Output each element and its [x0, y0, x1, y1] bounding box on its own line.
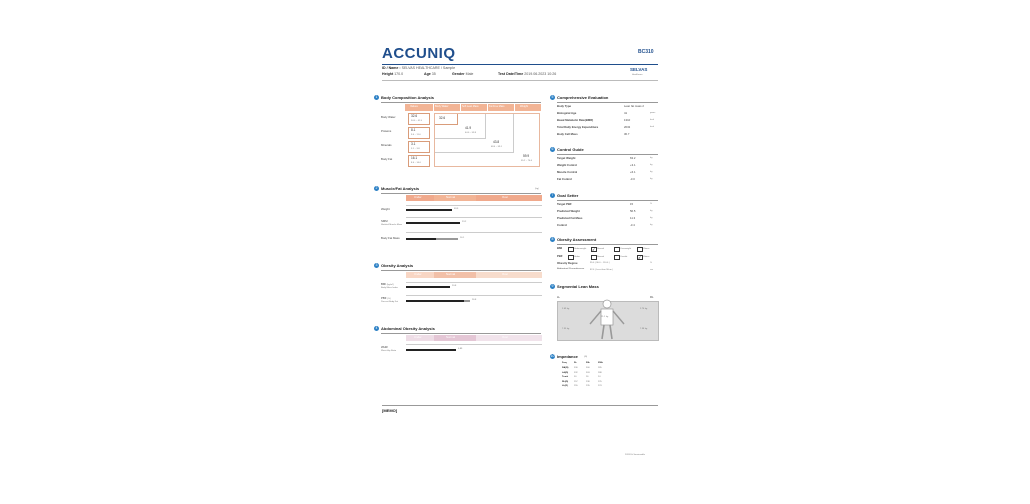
section-1-badge: 1 — [375, 95, 378, 99]
cg-row-label: Muscle Control — [557, 170, 578, 174]
section-7-badge: 7 — [551, 193, 554, 197]
bmi-checkbox: ✓ — [592, 247, 596, 252]
comp-row-value: 2032 — [624, 125, 631, 129]
checkbox-label: Normal — [597, 255, 605, 258]
whr-value: 0.89 — [458, 348, 463, 350]
gs-row-unit: kg — [650, 217, 653, 219]
value-body-water-total: 32.6 — [439, 116, 446, 120]
value-body-fat: 16.1 — [411, 156, 418, 160]
model-name: BC310 — [638, 49, 654, 55]
range-body-water: 34.0 ~ 41.5 — [411, 120, 423, 122]
checkbox-label: Underweight — [574, 247, 587, 250]
comp-row-unit: years — [650, 112, 656, 114]
cg-row-value: -3.0 — [630, 177, 635, 181]
ob-band-over-label: Over — [502, 272, 509, 276]
mf-fat-bar-ext — [436, 238, 458, 240]
impedance-cell: Trunk — [562, 376, 568, 378]
impedance-header: Freq — [562, 362, 567, 364]
control-guide-title: Control Guide — [557, 147, 584, 152]
mf-grid-1 — [406, 205, 542, 206]
impedance-header: 50k — [586, 362, 590, 364]
ab-grid — [406, 344, 542, 345]
comp-row-value: 1310 — [624, 118, 631, 122]
section-6-rule — [557, 154, 658, 155]
section-7-rule — [557, 200, 658, 201]
gs-row-label: Predicted Fat Mass — [557, 216, 583, 220]
row-proteins-label: Proteins — [381, 129, 392, 133]
comp-row-label: Biological Age — [557, 111, 577, 115]
mf-smm-label: SMM — [381, 219, 388, 223]
mf-smm-value: 23.2 — [462, 221, 467, 223]
impedance-title: Impedance — [557, 354, 578, 359]
oa-abdominal-label: Abdominal Circumference — [557, 268, 585, 270]
mf-fat-value: 16.1 — [460, 237, 465, 239]
accuniq-logo: ACCUNIQ — [382, 45, 456, 62]
gs-row-value: 15 — [630, 202, 634, 206]
impedance-cell: 288 — [598, 371, 602, 374]
cg-row-label: Weight Control — [557, 163, 577, 167]
comp-row-value: 30.7 — [624, 132, 630, 136]
seg-left-leg: 7.35 kg — [562, 328, 570, 330]
comp-row-unit: kcal — [650, 119, 654, 121]
gs-row-label: Control — [557, 223, 567, 227]
cg-row-value: +6.1 — [630, 170, 636, 174]
memo-rule — [382, 405, 658, 406]
band-under-label: Under — [414, 195, 422, 199]
gender-field: Gender Male — [452, 72, 474, 76]
ob-band-over — [476, 272, 542, 278]
mf-weight-label: Weight — [381, 207, 390, 211]
section-5-rule — [557, 102, 658, 103]
impedance-header: 5k — [574, 362, 577, 364]
ab-band-over — [476, 335, 542, 341]
band-over-label: Over — [502, 195, 509, 199]
gs-row-unit: kg — [650, 224, 653, 226]
value-proteins: 8.1 — [411, 128, 416, 132]
oa-degree-unit: % — [650, 262, 652, 264]
bmi-bar — [406, 286, 450, 288]
comp-row-label: Total Daily Energy Expenditure — [557, 125, 599, 129]
impedance-cell: 332 — [574, 371, 578, 374]
segmental-title: Segmental Lean Mass — [557, 284, 599, 289]
mf-weight-bar — [406, 209, 452, 211]
impedance-cell: 238 — [586, 380, 590, 383]
header-rule-2 — [382, 80, 658, 81]
checkbox-label: Normal — [597, 247, 605, 250]
value-weight: 59.9 — [523, 154, 530, 158]
section-5-badge: 5 — [551, 95, 554, 99]
datetime-field: Test Date/Time 2019.06.2023 10:26 — [498, 72, 557, 76]
ob-band-normal-label: Normal — [446, 272, 456, 276]
value-fat-free: 43.8 — [493, 140, 500, 144]
mf-fat-bar — [406, 238, 436, 240]
pbf-bar — [406, 300, 464, 302]
comp-row-value: 41 — [624, 111, 628, 115]
mf-smm-sub: Skeletal Muscle Mass — [381, 224, 403, 226]
footer-text: 2019 Fit Serviceable — [625, 454, 645, 456]
oa-abdominal-unit: cm — [650, 269, 653, 271]
col-body-water-label: Body Water — [435, 105, 449, 108]
row-body-fat-label: Body Fat — [381, 157, 393, 161]
cell-minerals — [408, 141, 430, 153]
col-soft-lean-label: Soft Lean Mass — [462, 105, 479, 108]
impedance-cell: 235 — [586, 385, 590, 387]
mf-weight-value: 59.9 — [454, 208, 459, 210]
gs-row-label: Predicted Weight — [557, 209, 580, 213]
row-minerals-label: Minerals — [381, 143, 392, 147]
impedance-header: 250k — [598, 362, 603, 364]
ob-band-under-label: Under — [414, 272, 422, 276]
section-2-badge: 2 — [375, 186, 378, 190]
gs-row-value: 56.5 — [630, 209, 636, 213]
seg-right-label: RL — [650, 295, 654, 299]
band-normal-label: Normal — [446, 195, 456, 199]
checkbox-label: Under — [574, 255, 580, 258]
impedance-cell: 223 — [598, 385, 602, 387]
obesity-assessment-title: Obesity Assessment — [557, 237, 597, 242]
range-weight: 55.2 ~ 74.6 — [521, 160, 533, 162]
oa-pbf-label: PBF — [557, 254, 563, 258]
id-row: ID / Name : SELVAS HEALTHCARE / Sample — [382, 66, 456, 70]
checkbox-label: Obese — [643, 255, 650, 258]
impedance-cell: 225 — [598, 380, 602, 383]
comp-row-label: Basal Metabolic Rate(BMR) — [557, 118, 594, 122]
gs-row-label: Target PBF — [557, 202, 572, 206]
section-10-badge: 10 — [550, 354, 555, 358]
impedance-cell: 300 — [586, 367, 590, 369]
ob-grid-1 — [406, 282, 542, 283]
cg-row-unit: kg — [650, 164, 653, 166]
body-figure-icon — [582, 298, 632, 340]
impedance-cell: 30 — [574, 376, 577, 378]
cell-body-water — [408, 113, 430, 125]
gs-row-value: 11.3 — [630, 216, 636, 220]
impedance-cell: 255 — [574, 385, 578, 387]
pbf-checkbox: ✓ — [638, 255, 642, 260]
gs-row-value: -3.4 — [630, 223, 635, 227]
oa-abdominal-value: 82.0 ( Less than 90cm ) — [590, 269, 613, 271]
comp-row-value: Lean fat mass 2 — [624, 104, 644, 108]
ob-grid-2 — [406, 295, 542, 296]
impedance-cell: RA(Ω) — [562, 367, 569, 369]
cell-body-fat — [408, 155, 430, 167]
section-3-badge: 3 — [375, 263, 378, 267]
section-4-badge: 4 — [375, 326, 378, 330]
ab-band-under-label: Under — [414, 335, 422, 339]
pbf-value: 26.8 — [472, 299, 477, 301]
cg-row-unit: kg — [650, 178, 653, 180]
bmi-label: BMI (kg/m²) — [381, 282, 394, 286]
bmi-sub: Body Mass Index — [381, 287, 398, 289]
comp-row-label: Body Cell Mass — [557, 132, 578, 136]
pbf-bar-ext — [464, 300, 470, 302]
ab-band-over-label: Over — [502, 335, 509, 339]
oa-bmi-label: BMI — [557, 246, 563, 250]
row-body-water-label: Body Water — [381, 115, 396, 119]
cg-row-label: Target Weight — [557, 156, 576, 160]
section-8-rule — [557, 244, 658, 245]
body-composition-title: Body Composition Analysis — [381, 95, 434, 100]
goal-setter-title: Goal Setter — [557, 193, 579, 198]
impedance-cell: LA(Ω) — [562, 371, 569, 374]
selvas-logo: SELVAS — [630, 67, 648, 72]
seg-left-label: LL — [557, 295, 561, 299]
section-6-badge: 6 — [551, 147, 554, 151]
ab-band-normal-label: Normal — [446, 335, 456, 339]
gs-row-unit: % — [650, 203, 652, 205]
col-values-label: Values — [410, 105, 418, 108]
range-soft-lean: 44.0 ~ 53.8 — [465, 132, 477, 134]
section-2-rule — [381, 193, 541, 194]
oa-degree-label: Obesity Degree — [557, 261, 578, 265]
cell-proteins — [408, 127, 430, 139]
obesity-analysis-title: Obesity Analysis — [381, 263, 414, 268]
bmi-value: 20.8 — [452, 285, 457, 287]
oa-degree-value: 95.0 ( 90.0 ~ 110.0 ) — [590, 262, 610, 264]
value-body-water: 32.6 — [411, 114, 418, 118]
band-over — [476, 195, 542, 201]
whr-sub: Waist-Hip Ratio — [381, 350, 397, 352]
section-4-rule — [381, 333, 541, 334]
cg-row-unit: kg — [650, 171, 653, 173]
mf-fat-label: Body Fat Mass — [381, 236, 400, 240]
impedance-cell: 303 — [586, 371, 590, 374]
checkbox-label: Overfat — [620, 255, 628, 258]
impedance-cell: 257 — [574, 380, 578, 383]
section-8-badge: 8 — [551, 237, 554, 241]
checkbox-label: Overweight — [620, 247, 632, 250]
cell-weight — [434, 113, 540, 167]
selvas-sub: Healthcare — [632, 74, 643, 76]
section-1-rule — [381, 102, 541, 103]
comprehensive-title: Comprehensive Evaluation — [557, 95, 609, 100]
impedance-cell: 24 — [598, 376, 601, 378]
muscle-fat-title: Muscle/Fat Analysis — [381, 186, 420, 191]
age-field: Age 35 — [424, 72, 436, 76]
comp-row-unit: kcal — [650, 126, 654, 128]
seg-right-leg: 7.38 kg — [640, 328, 648, 330]
gs-row-unit: kg — [650, 210, 653, 212]
cg-row-unit: kg — [650, 157, 653, 159]
range-fat-free: 48.4 ~ 59.1 — [491, 146, 503, 148]
impedance-cell: 26 — [586, 376, 589, 378]
value-soft-lean: 41.9 — [465, 126, 472, 130]
section-3-rule — [381, 270, 541, 271]
memo-label: [MEMO] — [382, 408, 398, 413]
checkbox-label: Obese — [643, 247, 650, 250]
pbf-sub: Percent Body Fat — [381, 301, 398, 303]
impedance-cell: LL(Ω) — [562, 385, 568, 387]
impedance-unit: (Ω) — [584, 356, 588, 358]
range-body-fat: 8.0 ~ 16.0 — [411, 162, 421, 164]
range-proteins: 9.0 ~ 11.0 — [411, 134, 421, 136]
pbf-label: PBF (%) — [381, 296, 391, 300]
mf-smm-bar — [406, 222, 460, 224]
cg-row-value: +3.1 — [630, 163, 636, 167]
abdominal-title: Abdominal Obesity Analysis — [381, 326, 435, 331]
impedance-cell: 330 — [574, 367, 578, 369]
col-fat-free-label: Fat Free Mass — [489, 105, 505, 108]
seg-right-arm: 2.76 kg — [640, 308, 648, 310]
col-weight-label: Weight — [520, 105, 529, 108]
cg-row-label: Fat Control — [557, 177, 572, 181]
section-9-badge: 9 — [551, 284, 554, 288]
impedance-cell: 285 — [598, 367, 602, 369]
comp-row-label: Body Type — [557, 104, 572, 108]
result-sheet — [372, 40, 666, 466]
impedance-cell: RL(Ω) — [562, 380, 569, 383]
value-minerals: 3.1 — [411, 142, 416, 146]
range-minerals: 3.1 ~ 3.8 — [411, 148, 420, 150]
cg-row-value: 63.2 — [630, 156, 636, 160]
whr-label: WHR — [381, 345, 388, 349]
seg-trunk: 21.1 kg — [601, 316, 609, 318]
height-field: Height 170.0 — [382, 72, 404, 76]
muscle-fat-unit: (kg) — [535, 188, 539, 190]
whr-bar — [406, 349, 456, 351]
header-rule — [382, 64, 658, 65]
mf-grid-2 — [406, 217, 542, 218]
mf-grid-3 — [406, 232, 542, 233]
seg-left-arm: 2.69 kg — [562, 308, 570, 310]
